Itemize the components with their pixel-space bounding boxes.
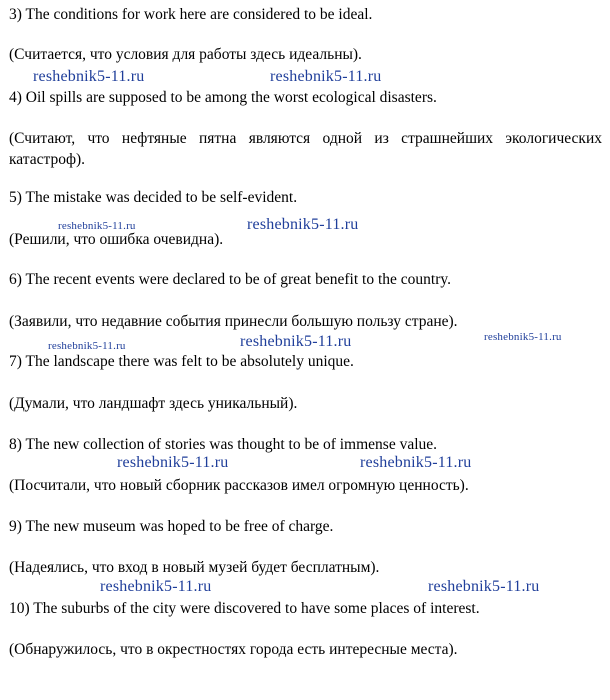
watermark: reshebnik5-11.ru — [360, 454, 472, 471]
sentence-en-7: 7) The landscape there was felt to be absolutely unique. — [9, 353, 354, 370]
sentence-en-10: 10) The suburbs of the city were discovered to have some places of interest. — [9, 600, 480, 617]
sentence-ru-10: (Обнаружилось, что в окрестностях города есть интересные места). — [9, 641, 458, 658]
watermark: reshebnik5-11.ru — [117, 454, 229, 471]
sentence-en-5: 5) The mistake was decided to be self-evident. — [9, 189, 298, 206]
sentence-en-9: 9) The new museum was hoped to be free of charge. — [9, 518, 334, 535]
watermark: reshebnik5-11.ru — [100, 578, 212, 595]
watermark: reshebnik5-11.ru — [270, 68, 382, 85]
sentence-en-8: 8) The new collection of stories was thought to be of immense value. — [9, 436, 438, 453]
sentence-ru-9: (Надеялись, что вход в новый музей будет бесплатным). — [9, 559, 380, 576]
watermark: reshebnik5-11.ru — [33, 68, 145, 85]
sentence-ru-5: (Решили, что ошибка очевидна). — [9, 231, 224, 248]
sentence-ru-8: (Посчитали, что новый сборник рассказов имел огромную ценность). — [9, 477, 469, 494]
sentence-ru-6: (Заявили, что недавние события принесли большую пользу стране). — [9, 313, 458, 330]
watermark: reshebnik5-11.ru — [58, 220, 136, 232]
watermark: reshebnik5-11.ru — [428, 578, 540, 595]
sentence-ru-3: (Считается, что условия для работы здесь идеальны). — [9, 46, 362, 63]
watermark: reshebnik5-11.ru — [48, 340, 126, 352]
watermark: reshebnik5-11.ru — [484, 331, 562, 343]
sentence-en-6: 6) The recent events were declared to be of great benefit to the country. — [9, 271, 451, 288]
sentence-ru-7: (Думали, что ландшафт здесь уникальный). — [9, 395, 298, 412]
sentence-en-3: 3) The conditions for work here are considered to be ideal. — [9, 6, 373, 23]
watermark: reshebnik5-11.ru — [247, 216, 359, 233]
sentence-ru-4: (Считают, что нефтяные пятна являются одной из страшнейших экологических катастроф). — [9, 130, 602, 168]
watermark: reshebnik5-11.ru — [240, 333, 352, 350]
sentence-en-4: 4) Oil spills are supposed to be among the worst ecological disasters. — [9, 89, 437, 106]
